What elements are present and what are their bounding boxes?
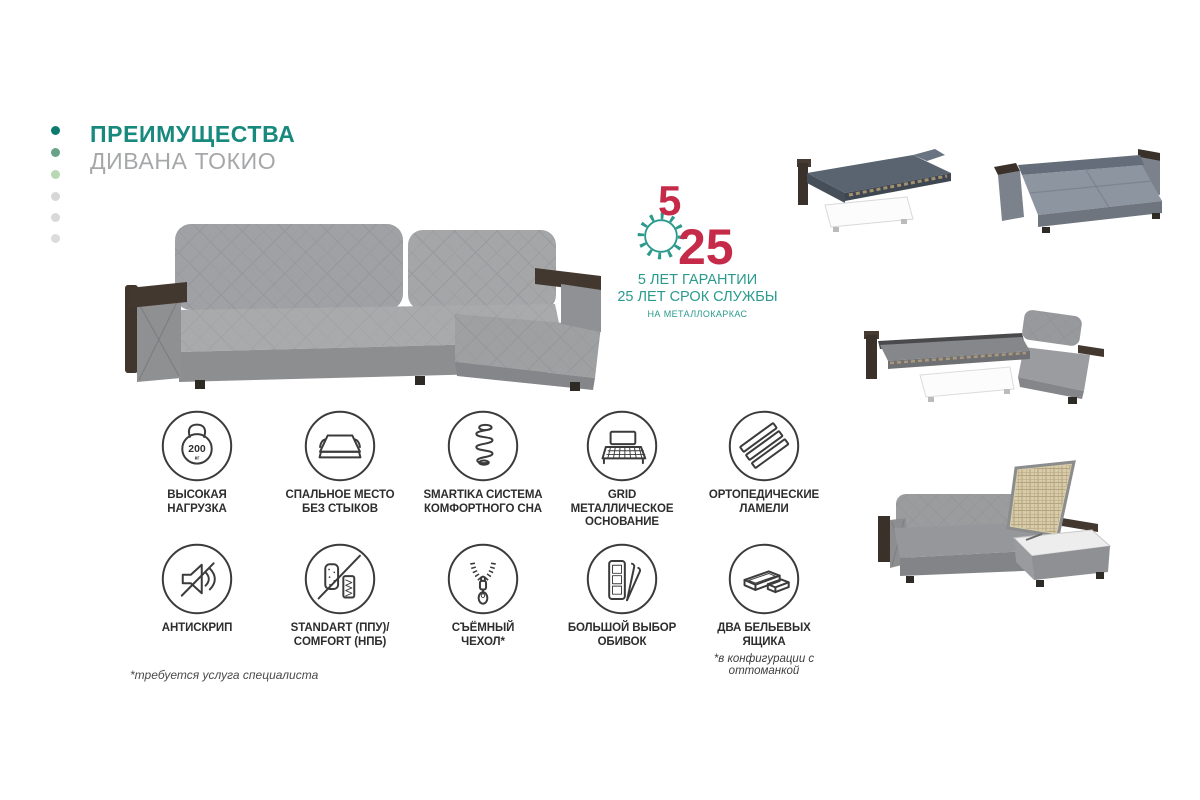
fabric-swatches-icon [584,541,660,617]
mattress-icon [302,408,378,484]
feature-high-load [122,408,272,516]
warranty-block [600,178,795,323]
warranty-line3: НА МЕТАЛЛОКАРКАС [647,309,748,319]
feature-label: ОРТОПЕДИЧЕСКИЕ ЛАМЕЛИ [708,489,820,515]
warranty-years: 5 [658,177,682,224]
feature-linen-drawers [689,541,839,677]
spring-icon [445,408,521,484]
feature-label: ДВА БЕЛЬЕВЫХ ЯЩИКА [717,622,811,648]
service-years: 25 [678,219,734,275]
kettlebell-icon [159,408,235,484]
feature-upholstery-choice [547,541,697,649]
muted-speaker-icon [159,541,235,617]
nav-dot-6[interactable] [51,234,60,243]
nav-dot-3[interactable] [51,170,60,179]
feature-grid-base [547,408,697,530]
warranty-line1: 5 ЛЕТ ГАРАНТИИ [637,272,758,288]
nav-dot-1[interactable] [51,126,60,135]
specialist-service-footnote: *требуется услуга специалиста [130,668,319,682]
corner-sofa-unfolded-image [862,305,1117,410]
sofa-folding-mechanism-image [795,143,965,238]
bed-frame-icon [584,408,660,484]
feature-ortho-lamels [689,408,839,516]
page-title: ПРЕИМУЩЕСТВА [90,121,296,147]
nav-dot-5[interactable] [51,213,60,222]
svg-text:200: 200 [188,444,206,456]
feature-removable-cover [408,541,558,649]
sofa-unfolded-bed-image [990,143,1168,238]
feature-label: STANDART (ППУ)/ COMFORT (НПБ) [290,622,390,648]
slats-icon [726,408,802,484]
feature-foam-options [265,541,415,649]
warranty-text [600,272,795,319]
zipper-icon [445,541,521,617]
svg-text:кг: кг [194,455,200,462]
feature-label: БОЛЬШОЙ ВЫБОР ОБИВОК [567,622,677,648]
feature-label: ВЫСОКАЯ НАГРУЗКА [167,489,227,515]
feature-seamless-bed [265,408,415,516]
warranty-line2: 25 ЛЕТ СРОК СЛУЖБЫ [617,289,778,305]
ottoman-storage-open-image [866,458,1128,600]
feature-label: SMARTIKA СИСТЕМА КОМФОРТНОГО СНА [423,489,543,515]
main-sofa-image [115,210,605,395]
foam-types-icon [302,541,378,617]
feature-label: СПАЛЬНОЕ МЕСТО БЕЗ СТЫКОВ [285,489,395,515]
ottoman-config-footnote: *в конфигурации с оттоманкой [713,653,815,677]
feature-label: СЪЁМНЫЙ ЧЕХОЛ* [451,622,515,648]
drawer-boxes-icon [726,541,802,617]
feature-label: АНТИСКРИП [161,622,233,634]
nav-dot-2[interactable] [51,148,60,157]
feature-anti-squeak [122,541,272,636]
nav-dot-4[interactable] [51,192,60,201]
feature-label: GRID МЕТАЛЛИЧЕСКОЕ ОСНОВАНИЕ [570,489,674,528]
feature-smartika [408,408,558,516]
page-subtitle: ДИВАНА ТОКИО [90,148,277,174]
